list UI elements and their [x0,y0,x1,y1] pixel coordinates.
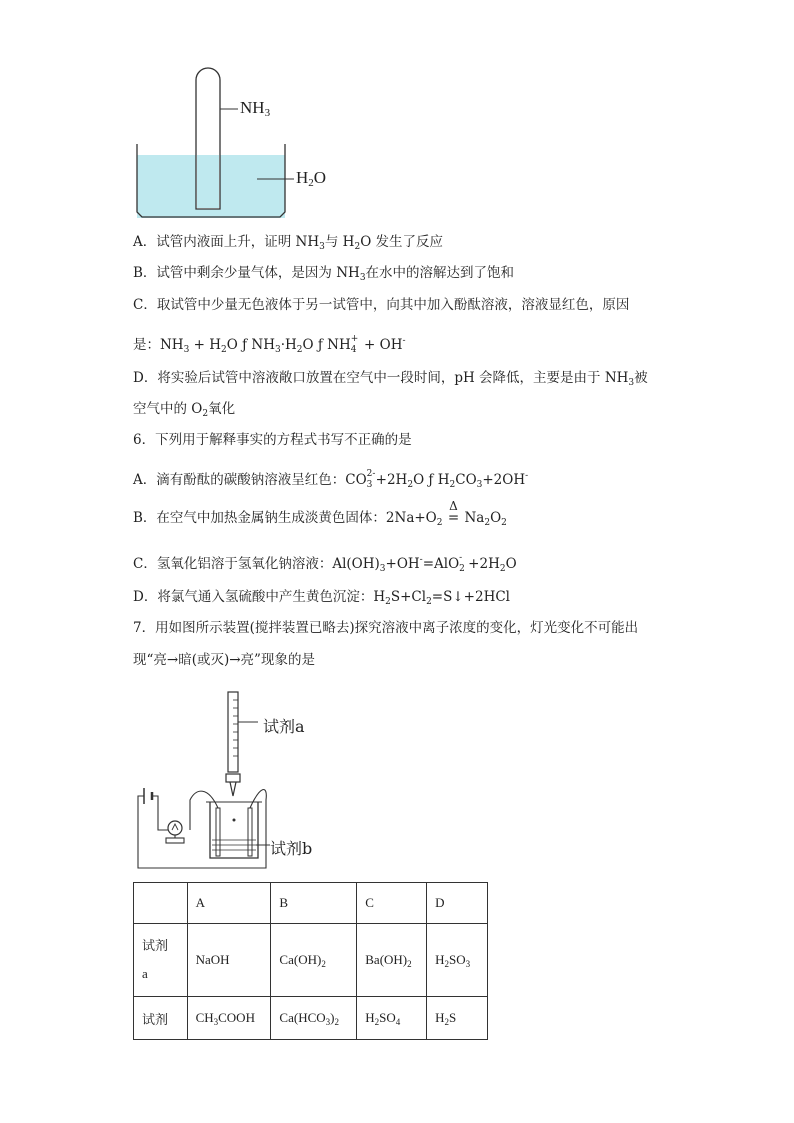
reagent-b-label: 试剂b [270,839,313,858]
table-row-reagent-b [134,997,488,1040]
table-header-cell: A [187,883,271,924]
table-cell: $H_2S$ [427,997,488,1040]
q5-option-d-line1: D．将实验后试管中溶液敞口放置在空气中一段时间，pH 会降低，主要是由于 $NH_3$被 [133,370,648,388]
reagent-a-label: 试剂a [263,717,305,736]
q7-stem-line2: 现“亮→暗(或灭)→亮”现象的是 [133,652,315,668]
row-label: 试剂 a [134,924,188,997]
q5-option-d-line2: 空气中的 $O_2$氧化 [133,401,236,419]
nh3-fountain-figure [130,62,350,222]
electrode-left [216,808,220,856]
table-cell: $Ca(HCO_3)_2$ [271,997,357,1040]
q5-option-c-line2: 是：$NH_3 + H_2O$ ƒ $NH_3\cdot H_2O$ ƒ NH + 4 + OH- [133,334,406,355]
tube-water [197,155,219,208]
nh3-label: $NH_3$ [240,98,271,119]
stopcock [226,774,240,782]
table-header-cell: D [427,883,488,924]
table-cell: $H_2SO_3$ [427,924,488,997]
electrode-right [248,808,252,856]
table-cell: $Ca(OH)_2$ [271,924,357,997]
table-cell: $Ba(OH)_2$ [357,924,427,997]
table-cell: $CH_3COOH$ [187,997,271,1040]
q7-stem-line1: 7．用如图所示装置(搅拌装置已略去)探究溶液中离子浓度的变化，灯光变化不可能出 [133,620,639,636]
table-row-reagent-a [134,924,488,997]
q5-option-a: A．试管内液面上升，证明 $NH_3$与 $H_2O$ 发生了反应 [133,234,444,252]
q6-option-c: C．氢氧化铝溶于氢氧化钠溶液：$Al(OH)_3+OH^-=AlO$ - 2 $+2H_2O$ [133,553,517,574]
q5-option-b: B．试管中剩余少量气体，是因为 $NH_3$在水中的溶解达到了饱和 [133,265,515,283]
table-header-cell: C [357,883,427,924]
h2o-label: $H_2O$ [296,168,327,189]
q6-option-a: A．滴有酚酞的碳酸钠溶液呈红色：CO 2- 3 $+2H_2O$ ƒ $H_2CO_3+2OH^-$ [133,469,529,490]
table-header-cell: B [271,883,357,924]
table-header-row [134,883,488,924]
options-table [133,882,488,1040]
table-cell: $H_2SO_4$ [357,997,427,1040]
q6-option-d: D．将氯气通入氢硫酸中产生黄色沉淀：$H_2S+Cl_2=S↓+2HCl$ [133,589,510,607]
q6-stem: 6．下列用于解释事实的方程式书写不正确的是 [133,432,412,448]
table-cell: NaOH [187,924,271,997]
table-header-cell [134,883,188,924]
q6-option-b: B．在空气中加热金属钠生成淡黄色固体：$2Na+O_2$ Δ = $Na_2O_2$ [133,499,507,528]
row-label: 试剂 [134,997,188,1040]
q5-option-c-line1: C．取试管中少量无色液体于另一试管中，向其中加入酚酞溶液，溶液显红色，原因 [133,297,630,313]
